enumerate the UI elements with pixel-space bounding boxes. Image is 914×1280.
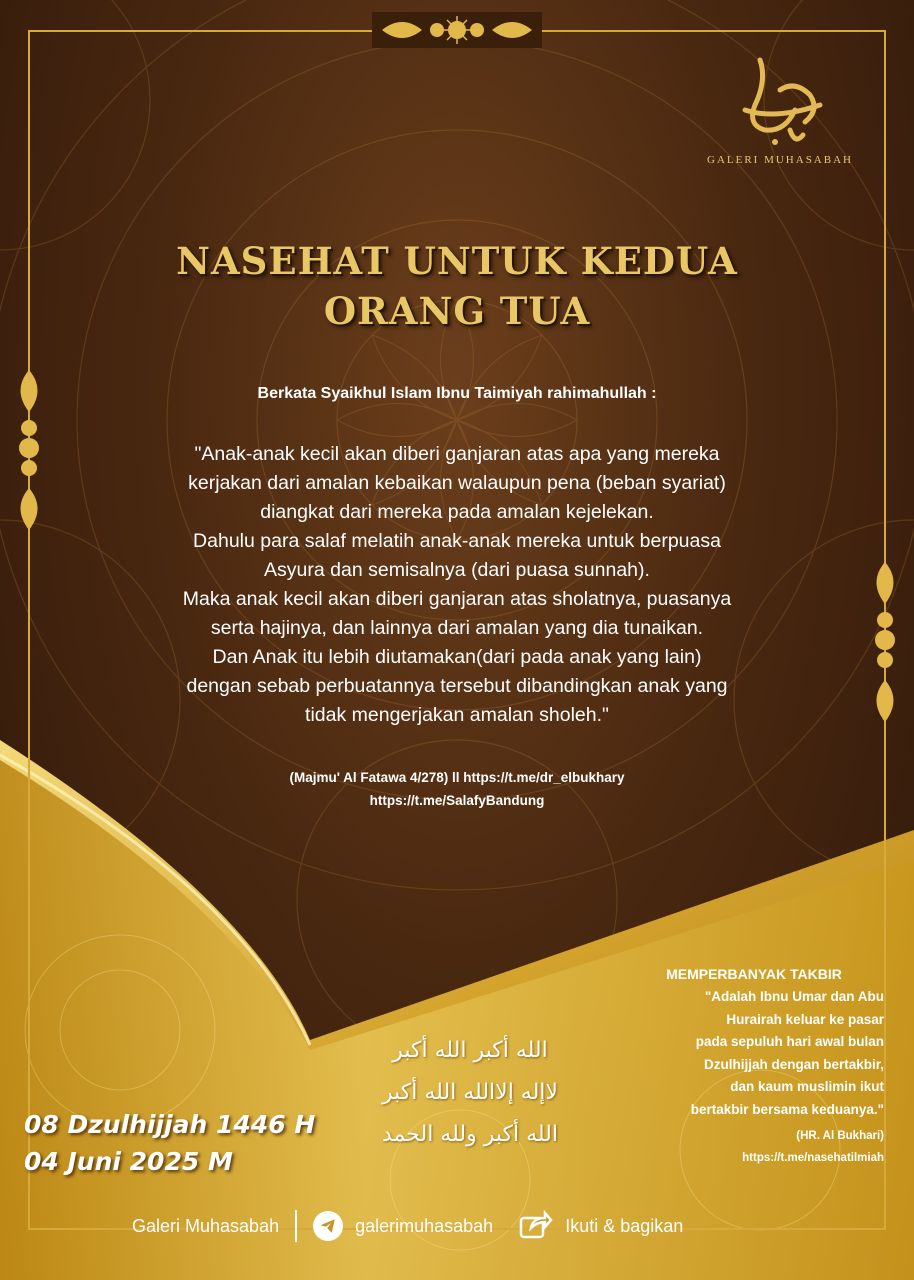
reference-line-2[interactable]: https://t.me/SalafyBandung <box>369 793 545 808</box>
title-line-2: ORANG TUA <box>323 289 591 333</box>
quote-line: serta hajinya, dan lainnya dari amalan yang dia tunaikan. <box>210 617 704 639</box>
hadith-source <box>600 1125 884 1169</box>
page-title <box>80 236 834 336</box>
top-ornament-icon <box>372 12 542 48</box>
footer-brand: Galeri Muhasabah <box>132 1215 280 1236</box>
quote-body <box>90 440 824 730</box>
arabic-line: الله أكبر ولله الحمد <box>382 1122 558 1147</box>
gregorian-date: 04 Juni 2025 M <box>24 1147 233 1176</box>
hadith-reference: (HR. Al Bukhari) <box>796 1130 884 1142</box>
quote-line: kerjakan dari amalan kebaikan walaupun pena (beban syariat) <box>188 472 726 494</box>
brand-logo <box>680 50 880 190</box>
quote-line: tidak mengerjakan amalan sholeh." <box>305 704 609 726</box>
brand-name: GALERI MUHASABAH <box>707 154 853 166</box>
hadith-line: pada sepuluh hari awal bulan <box>695 1034 884 1049</box>
quote-line: Dan Anak itu lebih diutamakan(dari pada anak yang lain) <box>212 646 702 668</box>
hadith-line: dan kaum muslimin ikut <box>730 1079 884 1094</box>
share-label[interactable]: Ikuti & bagikan <box>565 1215 684 1236</box>
date-block <box>24 1106 344 1180</box>
title-line-1: NASEHAT UNTUK KEDUA <box>176 239 738 283</box>
quote-line: Dahulu para salaf melatih anak-anak mereka untuk berpuasa <box>193 530 721 552</box>
quote-line: diangkat dari mereka pada amalan kejelekan. <box>260 501 654 523</box>
quote-line: Maka anak kecil akan diberi ganjaran atas sholatnya, puasanya <box>182 588 732 610</box>
calligraphy-logo-icon <box>725 50 835 150</box>
quote-line: Asyura dan semisalnya (dari puasa sunnah). <box>264 559 650 581</box>
quote-intro: Berkata Syaikhul Islam Ibnu Taimiyah rahimahullah : <box>257 385 657 402</box>
quote-line: dengan sebab perbuatannya tersebut dibandingkan anak yang <box>186 675 728 697</box>
arabic-line: لاإله إلاالله الله أكبر <box>382 1080 558 1105</box>
hadith-line: "Adalah Ibnu Umar dan Abu <box>704 989 884 1004</box>
telegram-handle[interactable]: galerimuhasabah <box>355 1215 494 1236</box>
right-side-ornament-icon <box>866 562 904 722</box>
takbir-hadith <box>600 986 884 1121</box>
hadith-line: bertakbir bersama keduanya." <box>690 1101 884 1117</box>
takbir-title: MEMPERBANYAK TAKBIR <box>666 966 842 982</box>
references <box>100 766 814 812</box>
hadith-line: Dzulhijjah dengan bertakbir, <box>703 1056 884 1072</box>
hadith-link[interactable]: https://t.me/nasehatilmiah <box>742 1152 884 1164</box>
hadith-line: Hurairah keluar ke pasar <box>726 1011 884 1027</box>
quote-line: "Anak-anak kecil akan diberi ganjaran atas apa yang mereka <box>194 443 720 465</box>
hijri-date: 08 Dzulhijjah 1446 H <box>24 1110 316 1139</box>
footer-divider <box>295 1210 297 1242</box>
footer-bar <box>132 1206 832 1246</box>
share-icon[interactable] <box>519 1209 553 1244</box>
takbir-arabic <box>340 1030 600 1156</box>
telegram-icon[interactable] <box>313 1211 343 1241</box>
reference-line-1[interactable]: (Majmu' Al Fatawa 4/278) ll https://t.me/dr_elbukhary <box>289 770 625 785</box>
arabic-line: الله أكبر الله أكبر <box>392 1038 548 1063</box>
takbir-box <box>600 966 884 1169</box>
left-side-ornament-icon <box>10 370 48 530</box>
